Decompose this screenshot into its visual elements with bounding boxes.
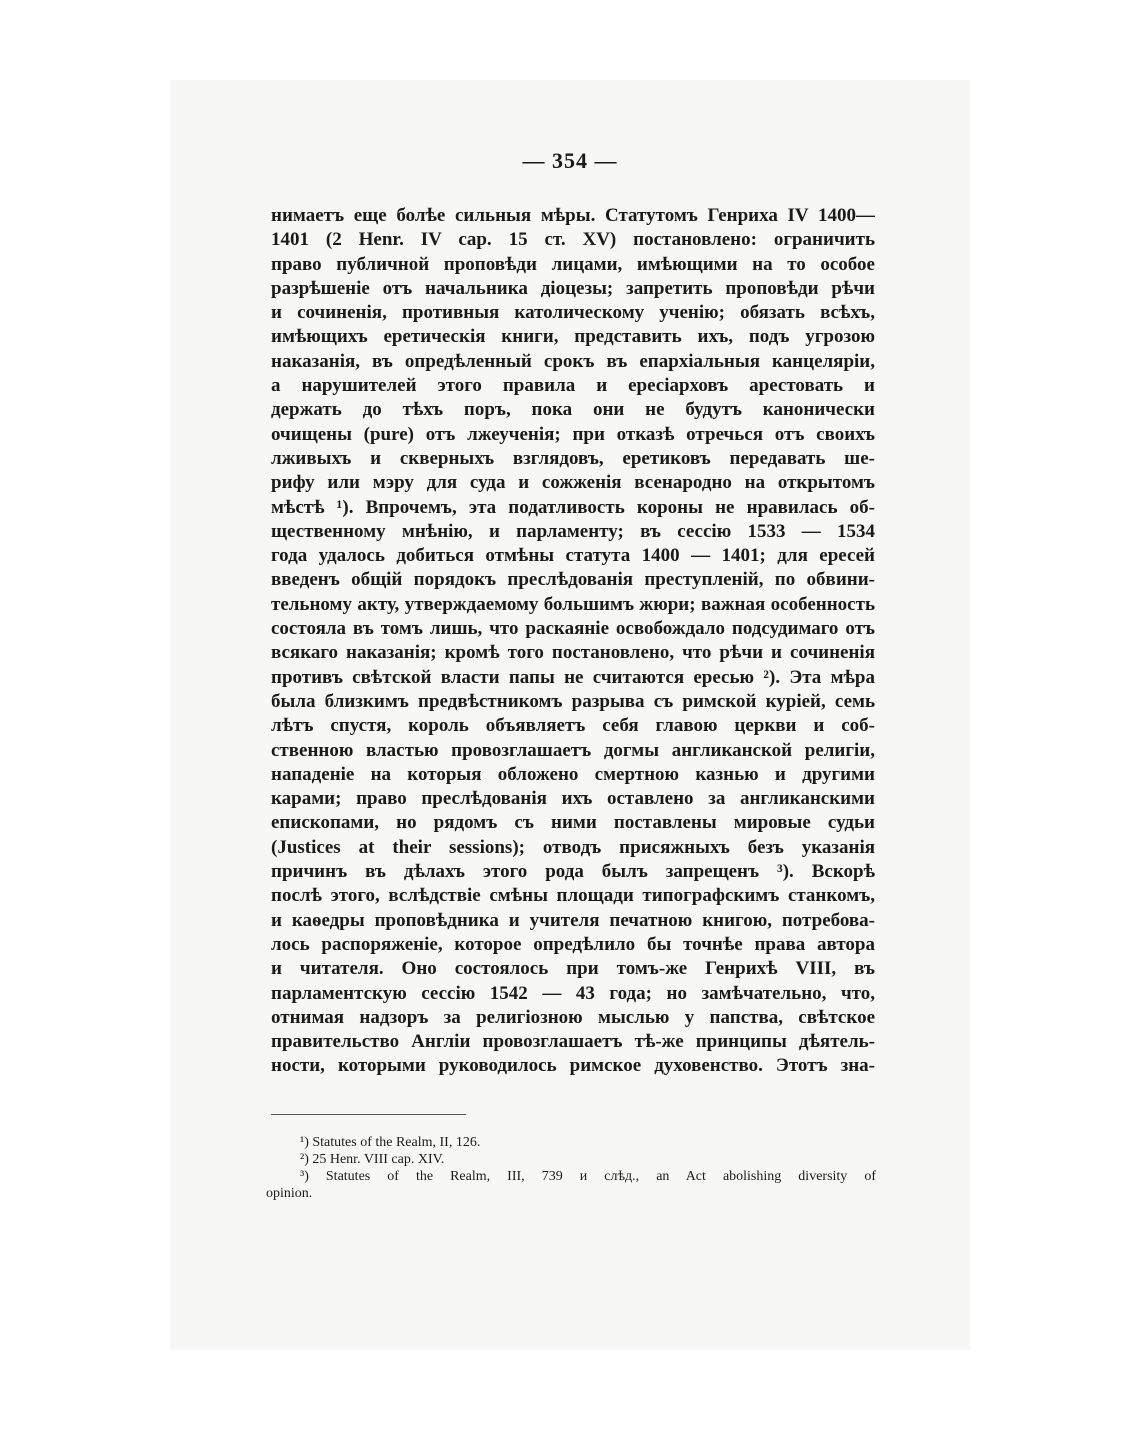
text-line: щественному мнѣнію, и парламенту; въ сессію 1533 — 1534	[271, 520, 875, 542]
text-line: наказанія, въ опредѣленный срокъ въ епархіальныя канцеляріи,	[271, 350, 875, 372]
text-line: имѣющихъ еретическія книги, представить ихъ, подъ угрозою	[271, 326, 875, 348]
text-line: нападеніе на которыя обложено смертною казнью и другими	[271, 763, 875, 785]
text-line: лось распоряженіе, которое опредѣлило бы точнѣе права автора	[271, 933, 875, 955]
footnote-2: ²) 25 Henr. VIII cap. XIV.	[300, 1152, 445, 1167]
text-line: а нарушителей этого правила и ересіарховъ арестовать и	[271, 375, 875, 397]
text-line: лживыхъ и скверныхъ взглядовъ, еретиковъ передавать ше-	[271, 447, 875, 469]
footnotes	[266, 1134, 876, 1202]
footnote-divider	[271, 1114, 466, 1115]
text-line: состояла въ томъ лишь, что раскаяніе освобождало подсудимаго отъ	[271, 618, 875, 640]
text-line: отнимая надзоръ за религіозною мыслью у папства, свѣтское	[271, 1006, 875, 1028]
text-line: лѣтъ спустя, король объявляетъ себя главою церкви и соб-	[271, 715, 875, 737]
text-line: и читателя. Оно состоялось при томъ-же Генрихѣ VIII, въ	[271, 958, 875, 980]
text-line: карами; право преслѣдованія ихъ оставлено за англиканскими	[271, 788, 875, 810]
text-line: и сочиненія, противныя католическому ученію; обязать всѣхъ,	[271, 302, 875, 324]
text-line: послѣ этого, вслѣдствіе смѣны площади типографскимъ станкомъ,	[271, 885, 875, 907]
text-line: причинъ въ дѣлахъ этого рода былъ запрещенъ ³). Вскорѣ	[271, 861, 875, 883]
text-line: и каѳедры проповѣдника и учителя печатною книгою, потребова-	[271, 909, 875, 931]
page-number: — 354 —	[522, 148, 618, 173]
text-line: тельному акту, утверждаемому большимъ жюри; важная особенность	[271, 593, 875, 615]
footnote-3: ³) Statutes of the Realm, III, 739 и слѣд., an Act abolishing diversity of	[300, 1169, 876, 1184]
text-line: всякаго наказанія; кромѣ того постановлено, что рѣчи и сочиненія	[271, 642, 875, 664]
text-line: очищены (pure) отъ лжеученія; при отказѣ отречься отъ своихъ	[271, 423, 875, 445]
body-text	[271, 204, 875, 1079]
text-line: право публичной проповѣди лицами, имѣющими на то особое	[271, 253, 875, 275]
text-line: была близкимъ предвѣстникомъ разрыва съ римской куріей, семь	[271, 690, 875, 712]
text-line: нимаетъ еще болѣе сильныя мѣры. Статутомъ Генриха IV 1400—	[271, 205, 875, 226]
text-line: ственною властью провозглашаетъ догмы англиканской религіи,	[271, 739, 875, 761]
text-line: противъ свѣтской власти папы не считаются ересью ²). Эта мѣра	[271, 666, 875, 688]
text-line: рифу или мэру для суда и сожженія всенародно на открытомъ	[271, 472, 875, 494]
text-line: держать до тѣхъ поръ, пока они не будутъ канонически	[271, 399, 875, 421]
text-line: мѣстѣ ¹). Впрочемъ, эта податливость короны не нравилась об-	[271, 496, 875, 518]
text-line: ности, которыми руководилось римское духовенство. Этотъ зна-	[271, 1055, 875, 1077]
text-line: парламентскую сессію 1542 — 43 года; но замѣчательно, что,	[271, 982, 875, 1004]
text-line: введенъ общій порядокъ преслѣдованія преступленій, по обвини-	[271, 569, 875, 591]
text-line: (Justices at their sessions); отводъ присяжныхъ безъ указанія	[271, 836, 875, 858]
text-line: епископами, но рядомъ съ ними поставлены мировые судьи	[271, 812, 875, 834]
footnote-1: ¹) Statutes of the Realm, II, 126.	[300, 1135, 481, 1150]
footnote-3-continuation: opinion.	[266, 1186, 313, 1201]
text-line: правительство Англіи провозглашаетъ тѣ-же принципы дѣятель-	[271, 1031, 875, 1053]
text-line: разрѣшеніе отъ начальника діоцезы; запретить проповѣди рѣчи	[271, 277, 875, 299]
text-line: 1401 (2 Henr. IV cap. 15 ст. XV) постановлено: ограничить	[271, 229, 875, 251]
text-line: года удалось добиться отмѣны статута 1400 — 1401; для ересей	[271, 545, 875, 567]
